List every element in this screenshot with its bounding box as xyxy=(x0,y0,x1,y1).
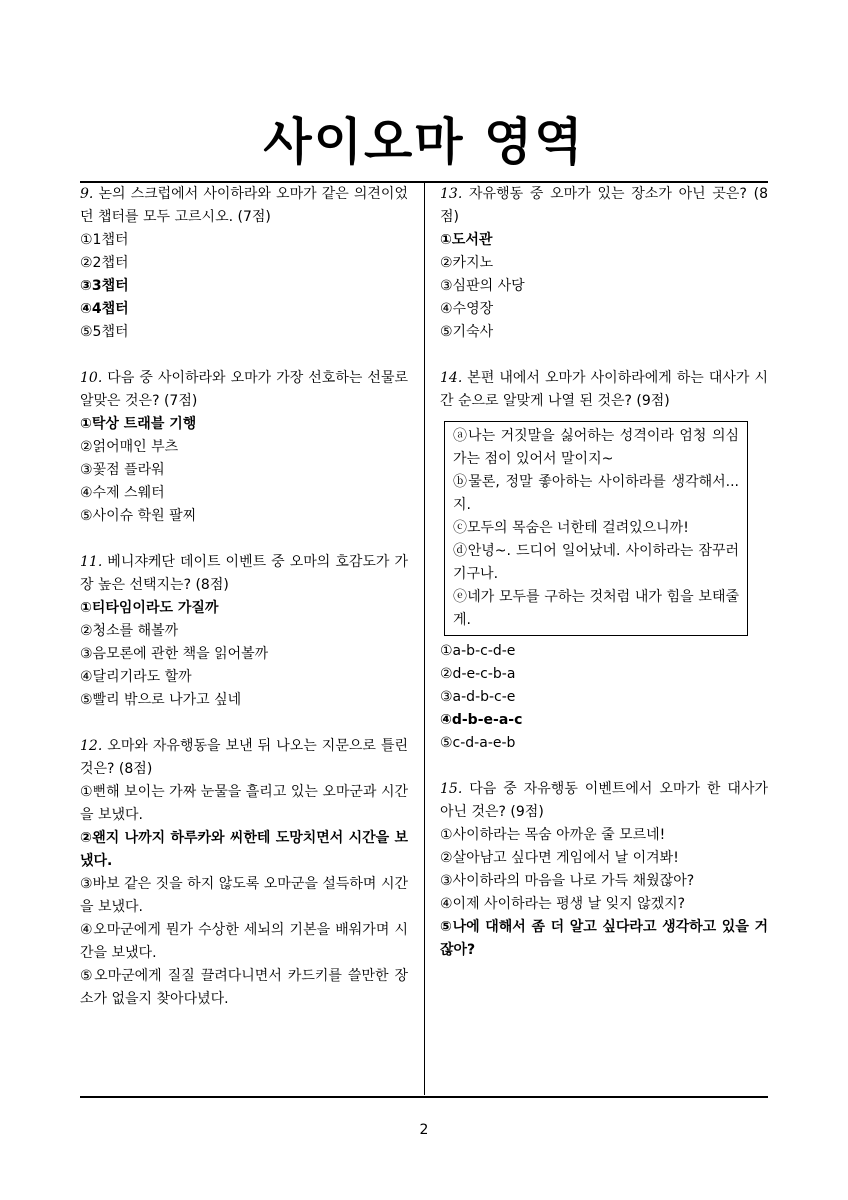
option-5[interactable]: ⑤빨리 밖으로 나가고 싶네 xyxy=(80,692,242,708)
option-4[interactable]: ④수제 스웨터 xyxy=(80,485,165,501)
option-1[interactable]: ①티타임이라도 가질까 xyxy=(80,600,219,616)
option-3[interactable]: ③심판의 사당 xyxy=(440,278,525,294)
option-5[interactable]: ⑤기숙사 xyxy=(440,324,494,340)
page-number: 2 xyxy=(419,1122,429,1138)
question-15 xyxy=(440,778,768,962)
option-5[interactable]: ⑤사이슈 학원 팔찌 xyxy=(80,508,197,524)
question-prompt: 오마와 자유행동을 보낸 뒤 나오는 지문으로 틀린 것은? (8점) xyxy=(80,738,408,777)
question-text xyxy=(440,183,768,229)
option-3[interactable]: ③음모론에 관한 책을 읽어볼까 xyxy=(80,646,269,662)
option-4[interactable]: ④이제 사이하라는 평생 날 잊지 않겠지? xyxy=(440,896,686,912)
question-14 xyxy=(440,367,768,755)
option-1[interactable]: ①뻔해 보이는 가짜 눈물을 흘리고 있는 오마군과 시간을 보냈다. xyxy=(80,784,408,823)
option-2[interactable]: ②d-e-c-b-a xyxy=(440,666,516,682)
quote-d: ⓓ안녕~. 드디어 일어났네. 사이하라는 잠꾸러기구나. xyxy=(453,543,739,582)
question-9 xyxy=(80,183,408,344)
option-5[interactable]: ⑤오마군에게 질질 끌려다니면서 카드키를 쓸만한 장소가 없을지 찾아다녔다. xyxy=(80,968,408,1007)
quote-b: ⓑ물론, 정말 좋아하는 사이하라를 생각해서...지. xyxy=(453,474,739,513)
question-text xyxy=(80,367,408,413)
option-3[interactable]: ③3챕터 xyxy=(80,278,129,294)
question-number: 14. xyxy=(440,370,463,386)
question-number: 13. xyxy=(440,186,463,202)
quote-e: ⓔ네가 모두를 구하는 것처럼 내가 힘을 보태줄게. xyxy=(453,589,739,628)
question-prompt: 다음 중 사이하라와 오마가 가장 선호하는 선물로 알맞은 것은? (7점) xyxy=(80,370,408,409)
question-text xyxy=(440,367,768,413)
question-prompt: 베니쟈케단 데이트 이벤트 중 오마의 호감도가 가장 높은 선택지는? (8점) xyxy=(80,554,408,593)
question-13 xyxy=(440,183,768,344)
option-1[interactable]: ①사이하라는 목숨 아까운 줄 모르네! xyxy=(440,827,666,843)
question-number: 10. xyxy=(80,370,103,386)
option-2[interactable]: ②왠지 나까지 하루카와 씨한테 도망치면서 시간을 보냈다. xyxy=(80,830,408,869)
option-2[interactable]: ②2챕터 xyxy=(80,255,129,271)
question-text xyxy=(80,183,408,229)
option-5[interactable]: ⑤나에 대해서 좀 더 알고 싶다라고 생각하고 있을 거잖아? xyxy=(440,919,768,958)
question-text xyxy=(80,551,408,597)
option-1[interactable]: ①탁상 트래블 기행 xyxy=(80,416,197,432)
question-prompt: 본편 내에서 오마가 사이하라에게 하는 대사가 시간 순으로 알맞게 나열 된 것은? (9점) xyxy=(440,370,768,409)
option-5[interactable]: ⑤5챕터 xyxy=(80,324,129,340)
option-4[interactable]: ④d-b-e-a-c xyxy=(440,712,523,728)
option-1[interactable]: ①a-b-c-d-e xyxy=(440,643,516,659)
option-1[interactable]: ①도서관 xyxy=(440,232,493,248)
left-column xyxy=(80,183,408,1034)
quote-a: ⓐ나는 거짓말을 싫어하는 성격이라 엄청 의심 가는 점이 있어서 말이지~ xyxy=(453,428,739,467)
question-prompt: 논의 스크럽에서 사이하라와 오마가 같은 의견이었던 챕터를 모두 고르시오. (7점) xyxy=(80,186,408,225)
question-prompt: 자유행동 중 오마가 있는 장소가 아닌 곳은? (8점) xyxy=(440,186,768,225)
option-2[interactable]: ②얽어매인 부츠 xyxy=(80,439,179,455)
question-11 xyxy=(80,551,408,712)
question-12 xyxy=(80,735,408,1011)
option-2[interactable]: ②청소를 해볼까 xyxy=(80,623,179,639)
option-3[interactable]: ③꽃점 플라워 xyxy=(80,462,165,478)
column-divider xyxy=(424,183,425,1095)
option-2[interactable]: ②살아남고 싶다면 게임에서 날 이겨봐! xyxy=(440,850,679,866)
quote-box xyxy=(444,421,748,636)
option-5[interactable]: ⑤c-d-a-e-b xyxy=(440,735,516,751)
option-3[interactable]: ③a-d-b-c-e xyxy=(440,689,516,705)
option-4[interactable]: ④달리기라도 할까 xyxy=(80,669,192,685)
option-3[interactable]: ③사이하라의 마음을 나로 가득 채웠잖아? xyxy=(440,873,695,889)
option-1[interactable]: ①1챕터 xyxy=(80,232,129,248)
question-text xyxy=(80,735,408,781)
option-2[interactable]: ②카지노 xyxy=(440,255,494,271)
option-4[interactable]: ④4챕터 xyxy=(80,301,129,317)
option-4[interactable]: ④수영장 xyxy=(440,301,494,317)
option-4[interactable]: ④오마군에게 뭔가 수상한 세뇌의 기본을 배워가며 시간을 보냈다. xyxy=(80,922,408,961)
quote-c: ⓒ모두의 목숨은 너한테 걸려있으니까! xyxy=(453,520,689,536)
question-text xyxy=(440,778,768,824)
question-number: 9. xyxy=(80,186,94,202)
page-title: 사이오마 영역 xyxy=(263,113,585,171)
question-number: 12. xyxy=(80,738,103,754)
question-10 xyxy=(80,367,408,528)
option-3[interactable]: ③바보 같은 짓을 하지 않도록 오마군을 설득하며 시간을 보냈다. xyxy=(80,876,408,915)
question-number: 11. xyxy=(80,554,103,570)
right-column xyxy=(440,183,768,985)
question-number: 15. xyxy=(440,781,463,797)
bottom-rule xyxy=(80,1096,768,1098)
question-prompt: 다음 중 자유행동 이벤트에서 오마가 한 대사가 아닌 것은? (9점) xyxy=(440,781,768,820)
